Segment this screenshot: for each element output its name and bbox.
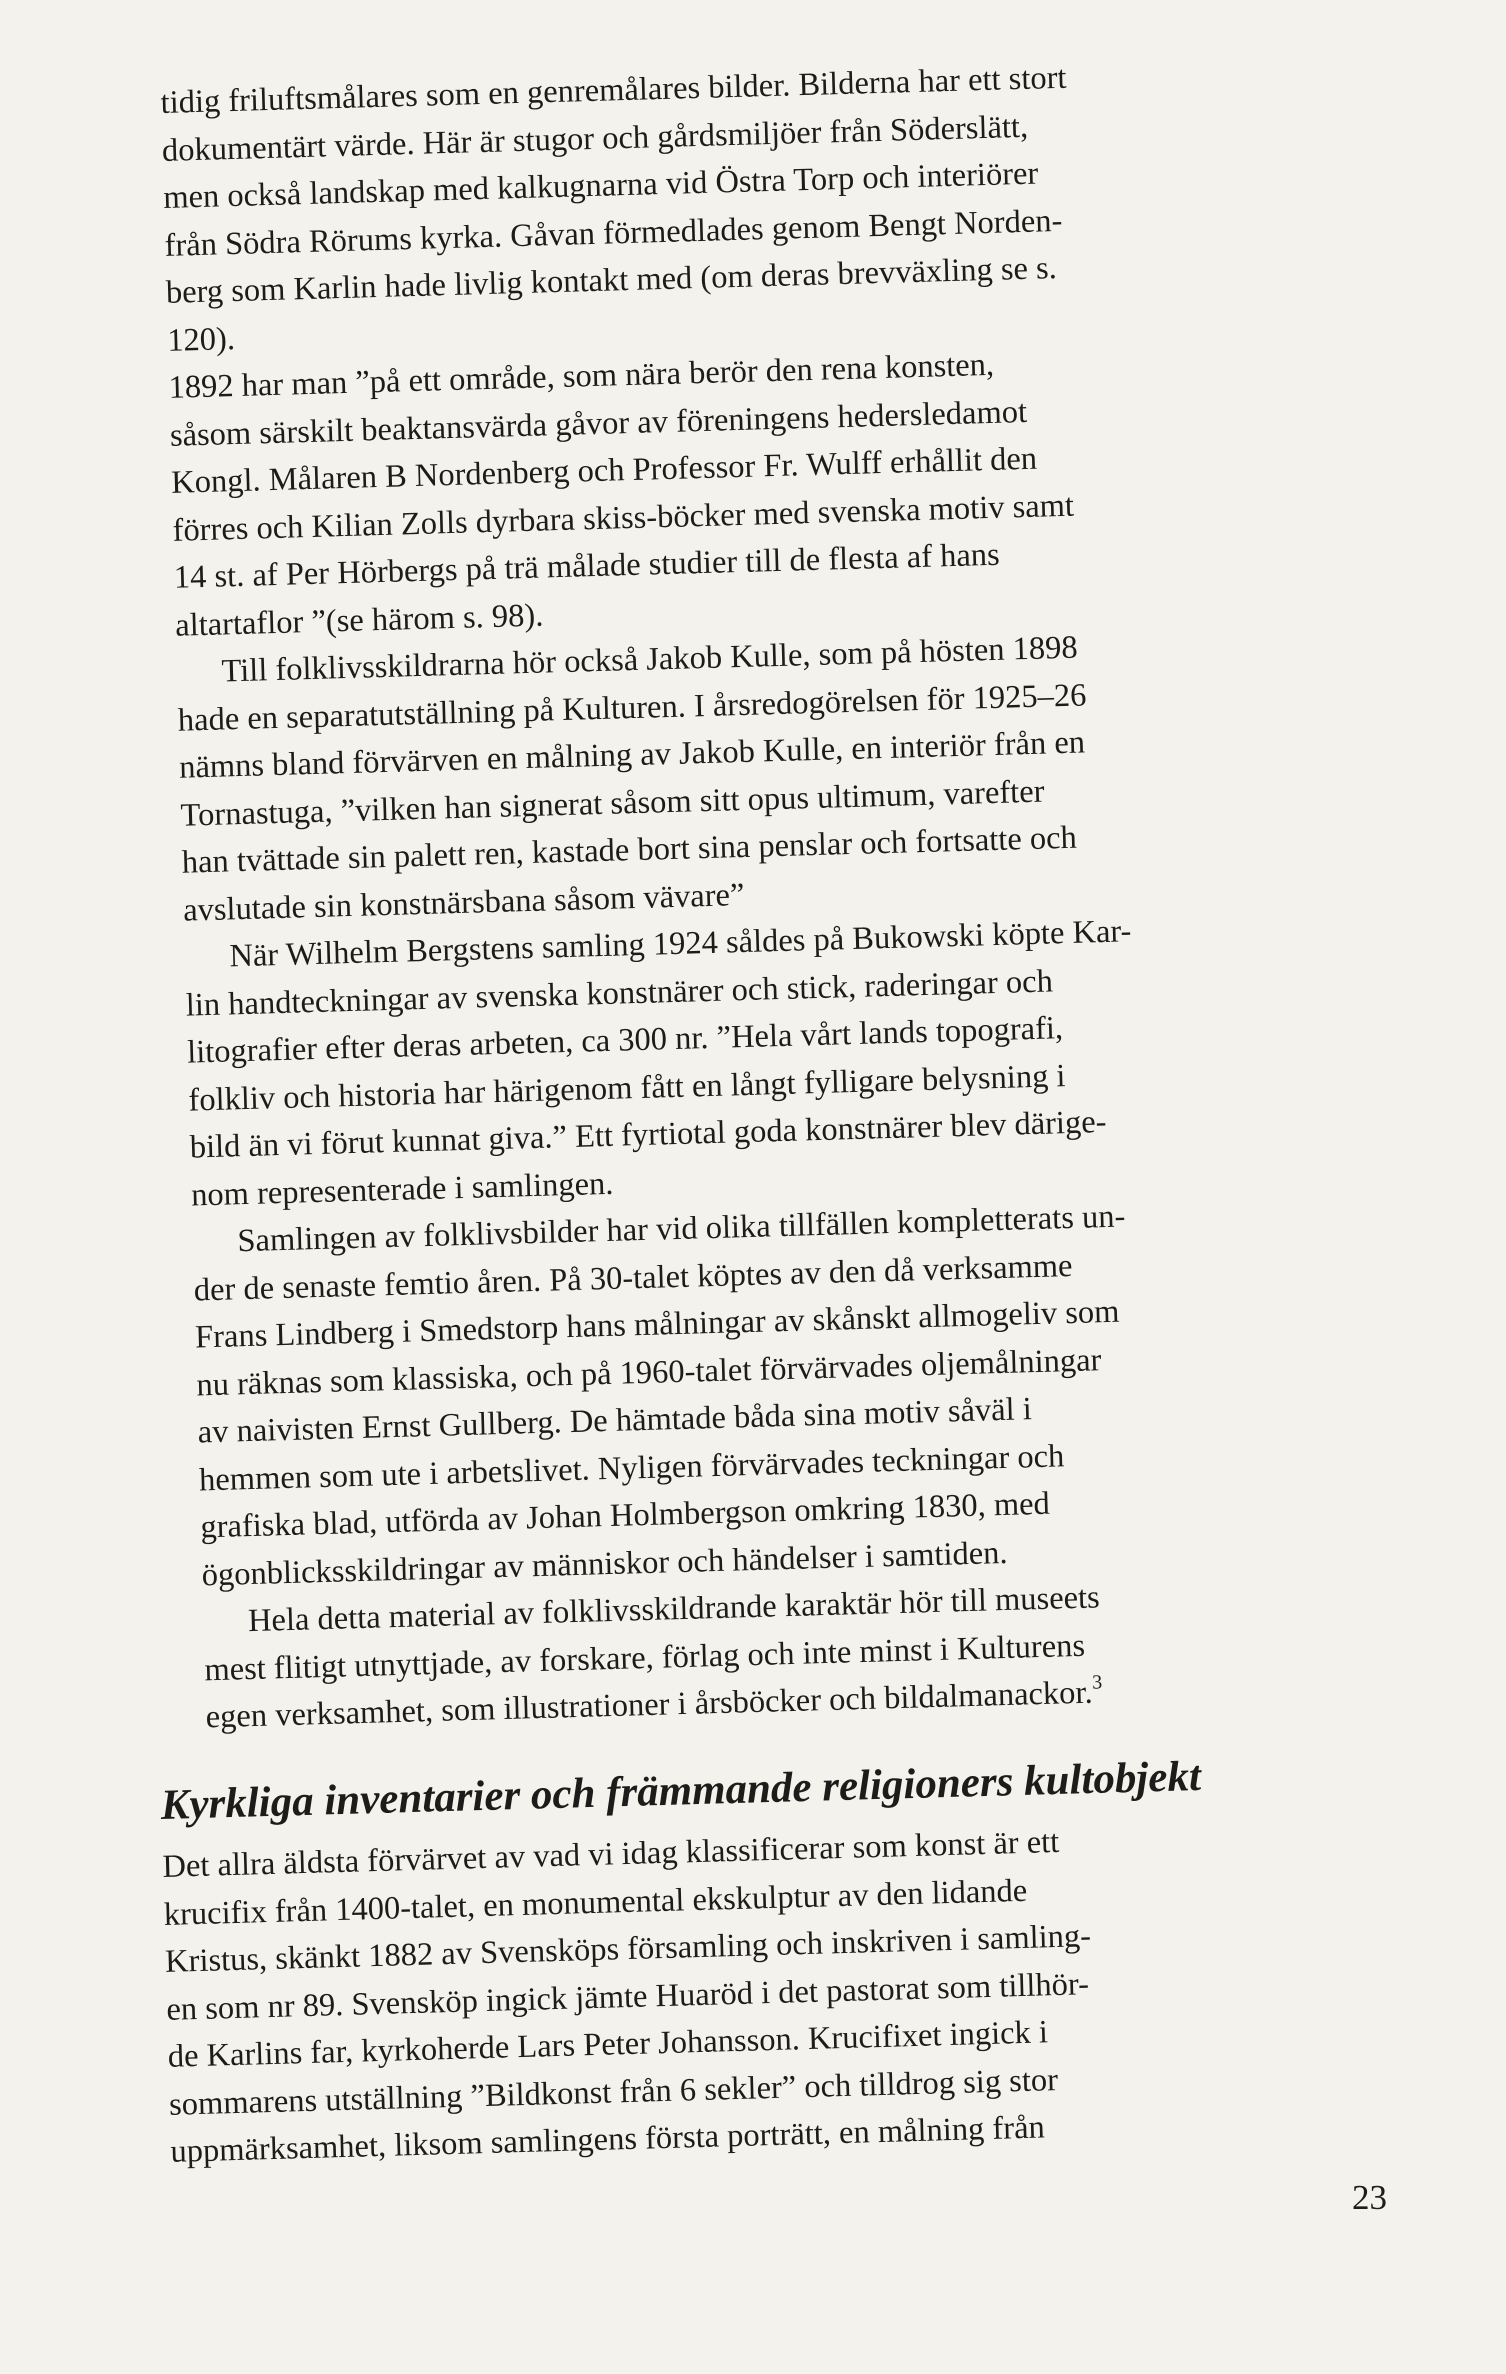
paragraph bbox=[162, 1810, 1371, 2176]
body-text-section-2 bbox=[160, 1744, 1371, 2176]
text-line: bild än vi förut kunnat giva.” Ett fyrtiotal goda konstnärer blev därige- bbox=[189, 1103, 1107, 1166]
page-number: 23 bbox=[1352, 2178, 1387, 2217]
text-line: tidig friluftsmålares som en genremålares bilder. Bilderna har ett stort bbox=[160, 59, 1067, 121]
text-line: grafiska blad, utförda av Johan Holmbergson omkring 1830, med bbox=[199, 1485, 1051, 1546]
section-heading: Kyrkliga inventarier och främmande religioners kultobjekt bbox=[160, 1752, 1202, 1829]
text-line: Kristus, skänkt 1882 av Svensköps församling och inskriven i samling- bbox=[164, 1918, 1092, 1980]
text-line: de Karlins far, kyrkoherde Lars Peter Johansson. Krucifixet ingick i bbox=[167, 2014, 1049, 2075]
text-line: mest flitigt utnyttjade, av forskare, förlag och inte minst i Kulturens bbox=[203, 1627, 1086, 1688]
text-line: avslutade sin konstnärsbana såsom vävare” bbox=[182, 876, 745, 929]
text-line: Tornastuga, ”vilken han signerat såsom sitt opus ultimum, varefter bbox=[180, 773, 1045, 834]
text-line: nu räknas som klassiska, och på 1960-talet förvärvades oljemålningar bbox=[195, 1341, 1102, 1403]
paragraph bbox=[184, 901, 1391, 1219]
text-line: ögonblicksskildringar av människor och händelser i samtiden. bbox=[201, 1534, 1008, 1593]
text-line: förres och Kilian Zolls dyrbara skiss-böcker med svenska motiv samt bbox=[172, 487, 1075, 549]
text-line: När Wilhelm Bergstens samling 1924 såldes på Bukowski köpte Kar- bbox=[228, 913, 1132, 975]
text-line: egen verksamhet, som illustrationer i årsböcker och bildalmanackor.$^3$ bbox=[205, 1671, 1103, 1736]
paragraph bbox=[168, 331, 1375, 649]
text-line: hemmen som ute i arbetslivet. Nyligen förvärvades teckningar och bbox=[198, 1437, 1065, 1498]
section-2-paragraphs bbox=[162, 1810, 1371, 2176]
text-line: 120). bbox=[166, 320, 236, 359]
text-line: hade en separatutställning på Kulturen. I årsredogörelsen för 1925–26 bbox=[177, 676, 1087, 739]
body-text-section-1 bbox=[160, 46, 1406, 1741]
text-line: såsom särskilt beaktansvärda gåvor av föreningens hedersledamot bbox=[169, 393, 1028, 454]
text-line: dokumentärt värde. Här är stugor och gårdsmiljöer från Söderslätt, bbox=[161, 108, 1029, 169]
text-line: Till folklivsskildrarna hör också Jakob Kulle, som på hösten 1898 bbox=[221, 629, 1079, 690]
text-line: Det allra äldsta förvärvet av vad vi idag klassificerar som konst är ett bbox=[161, 1823, 1060, 1885]
footnote-marker: 3 bbox=[1091, 1671, 1103, 1694]
text-line: av naivisten Ernst Gullberg. De hämtade båda sina motiv såväl i bbox=[197, 1391, 1033, 1451]
text-line: från Södra Rörums kyrka. Gåvan förmedlades genom Bengt Norden- bbox=[164, 202, 1063, 264]
text-line: lin handteckningar av svenska konstnärer och stick, raderingar och bbox=[185, 962, 1054, 1024]
text-line: 1892 har man ”på ett område, som nära berör den rena konsten, bbox=[168, 346, 995, 406]
text-line: Frans Lindberg i Smedstorp hans målningar av skånskt allmogeliv som bbox=[194, 1293, 1120, 1356]
text-line: litografier efter deras arbeten, ca 300 nr. ”Hela vårt lands topografi, bbox=[186, 1010, 1064, 1071]
text-line: berg som Karlin hade livlig kontakt med (om deras brevväxling se s. bbox=[165, 250, 1058, 311]
paragraph bbox=[160, 46, 1367, 364]
text-line: folkliv och historia har härigenom fått en långt fylligare belysning i bbox=[187, 1057, 1066, 1119]
text-line: 14 st. af Per Hörbergs på trä målade studier till de flesta af hans bbox=[173, 536, 1001, 596]
text-line: uppmärksamhet, liksom samlingens första porträtt, en målning från bbox=[169, 2109, 1046, 2170]
text-line: nämns bland förvärven en målning av Jakob Kulle, en interiör från en bbox=[178, 724, 1086, 786]
text-line: men också landskap med kalkugnarna vid Östra Torp och interiörer bbox=[162, 155, 1039, 216]
text-line: Hela detta material av folklivsskildrande karaktär hör till museets bbox=[247, 1579, 1101, 1640]
paragraph bbox=[176, 616, 1383, 934]
text-line: nom representerade i samlingen. bbox=[190, 1165, 614, 1214]
paragraph bbox=[192, 1186, 1402, 1599]
text-line: Kongl. Målaren B Nordenberg och Professor Fr. Wulff erhållit den bbox=[170, 440, 1038, 501]
text-line: krucifix från 1400-talet, en monumental ekskulptur av den lidande bbox=[163, 1872, 1028, 1933]
text-line: sommarens utställning ”Bildkonst från 6 sekler” och tilldrog sig stor bbox=[168, 2061, 1059, 2123]
text-line: altartaflor ”(se härom s. 98). bbox=[174, 597, 544, 644]
text-line: der de senaste femtio åren. På 30-talet köptes av den då verksamme bbox=[193, 1247, 1073, 1309]
text-line: en som nr 89. Svensköp ingick jämte Huaröd i det pastorat som tillhör- bbox=[165, 1965, 1090, 2028]
text-line: Samlingen av folklivsbilder har vid olika tillfällen kompletterats un- bbox=[236, 1198, 1126, 1260]
text-line: han tvättade sin palett ren, kastade bort sina penslar och fortsatte och bbox=[181, 819, 1078, 881]
